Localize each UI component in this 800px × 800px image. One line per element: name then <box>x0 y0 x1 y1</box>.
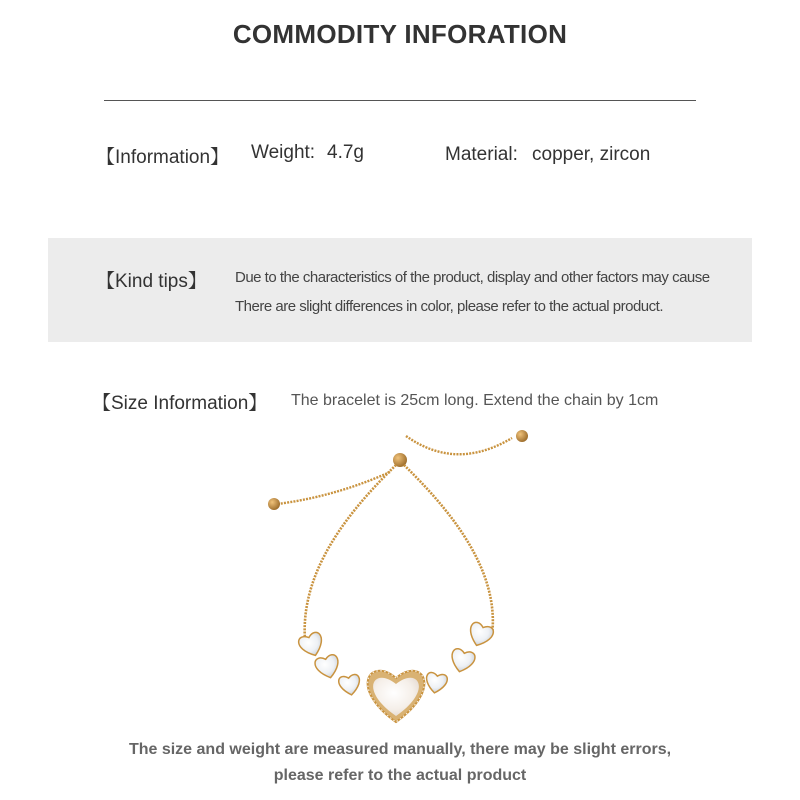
size-information-label: 【Size Information】 <box>92 393 268 414</box>
footer-note-line-1: The size and weight are measured manually, there may be slight errors, <box>128 741 672 758</box>
kind-tips-line-2: There are slight differences in color, please refer to the actual product. <box>235 298 663 315</box>
title-divider <box>104 100 696 101</box>
footer-note-line-2: please refer to the actual product <box>273 767 527 784</box>
weight-label: Weight: <box>251 142 316 163</box>
weight-value: 4.7g <box>327 142 364 163</box>
kind-tips-label: 【Kind tips】 <box>96 271 207 292</box>
page-title: COMMODITY INFORATION <box>232 19 568 49</box>
material-label: Material: <box>445 144 518 165</box>
kind-tips-box <box>48 238 752 342</box>
heart-bracelet-image <box>250 420 550 730</box>
kind-tips-line-1: Due to the characteristics of the product, display and other factors may cause <box>235 269 710 286</box>
material-value: copper, zircon <box>532 144 651 165</box>
information-row <box>0 142 800 174</box>
size-information-text: The bracelet is 25cm long. Extend the chain by 1cm <box>291 392 659 409</box>
size-information-row <box>0 388 800 418</box>
information-label: 【Information】 <box>96 147 230 168</box>
